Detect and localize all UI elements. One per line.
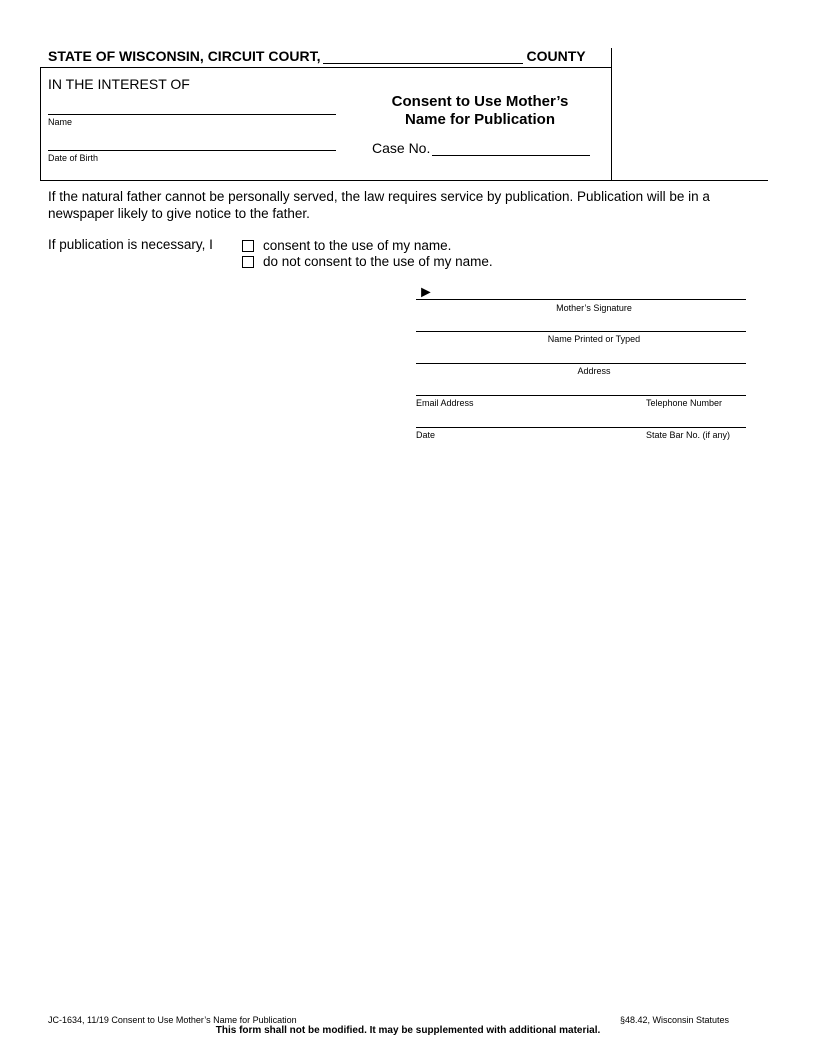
consent-checkbox[interactable] xyxy=(242,240,254,252)
court-prefix: STATE OF WISCONSIN, CIRCUIT COURT, xyxy=(48,48,321,64)
publication-paragraph: If the natural father cannot be personally served, the law requires service by publication. Publication will be in a newspaper likely to give notice to the father. xyxy=(48,189,710,221)
date-bar-field[interactable] xyxy=(416,427,746,428)
county-field[interactable] xyxy=(323,49,523,64)
statute-reference: §48.42, Wisconsin Statutes xyxy=(620,1015,730,1025)
header-left-border xyxy=(40,67,41,180)
header-right-border xyxy=(611,48,612,180)
mothers-signature-label: Mother’s Signature xyxy=(556,303,632,313)
address-field[interactable] xyxy=(416,363,746,364)
telephone-label: Telephone Number xyxy=(646,398,723,408)
modification-notice: This form shall not be modified. It may be supplemented with additional material. xyxy=(215,1025,601,1036)
no-consent-text: do not consent to the use of my name. xyxy=(263,254,493,269)
header-divider xyxy=(40,67,611,68)
header-bottom-border xyxy=(40,180,768,181)
email-phone-field[interactable] xyxy=(416,395,746,396)
interest-label: IN THE INTEREST OF xyxy=(48,76,190,92)
county-label: COUNTY xyxy=(526,48,586,64)
form-id: JC-1634, 11/19 Consent to Use Mother’s Name for Publication xyxy=(48,1015,297,1025)
no-consent-option[interactable] xyxy=(242,254,493,269)
court-caption xyxy=(48,48,586,64)
name-printed-field[interactable] xyxy=(416,331,746,332)
email-label: Email Address xyxy=(416,398,474,408)
signature-arrow-icon: ► xyxy=(418,284,434,301)
dob-field[interactable] xyxy=(48,150,336,151)
publication-label: If publication is necessary, I xyxy=(48,237,213,252)
case-number-field[interactable] xyxy=(432,141,590,156)
consent-text: consent to the use of my name. xyxy=(263,238,452,253)
case-number xyxy=(372,140,590,156)
dob-label: Date of Birth xyxy=(48,153,99,163)
state-bar-label: State Bar No. (if any) xyxy=(646,430,731,440)
case-label: Case No. xyxy=(372,140,431,156)
date-label: Date xyxy=(416,430,436,440)
title-line-2: Name for Publication xyxy=(404,111,556,128)
signature-field[interactable] xyxy=(416,299,746,300)
form-title xyxy=(350,93,610,129)
name-field[interactable] xyxy=(48,114,336,115)
name-printed-label: Name Printed or Typed xyxy=(547,334,641,344)
name-label: Name xyxy=(48,117,73,127)
no-consent-checkbox[interactable] xyxy=(242,256,254,268)
consent-option[interactable] xyxy=(242,238,451,253)
address-label: Address xyxy=(577,366,611,376)
title-line-1: Consent to Use Mother’s xyxy=(391,93,569,110)
